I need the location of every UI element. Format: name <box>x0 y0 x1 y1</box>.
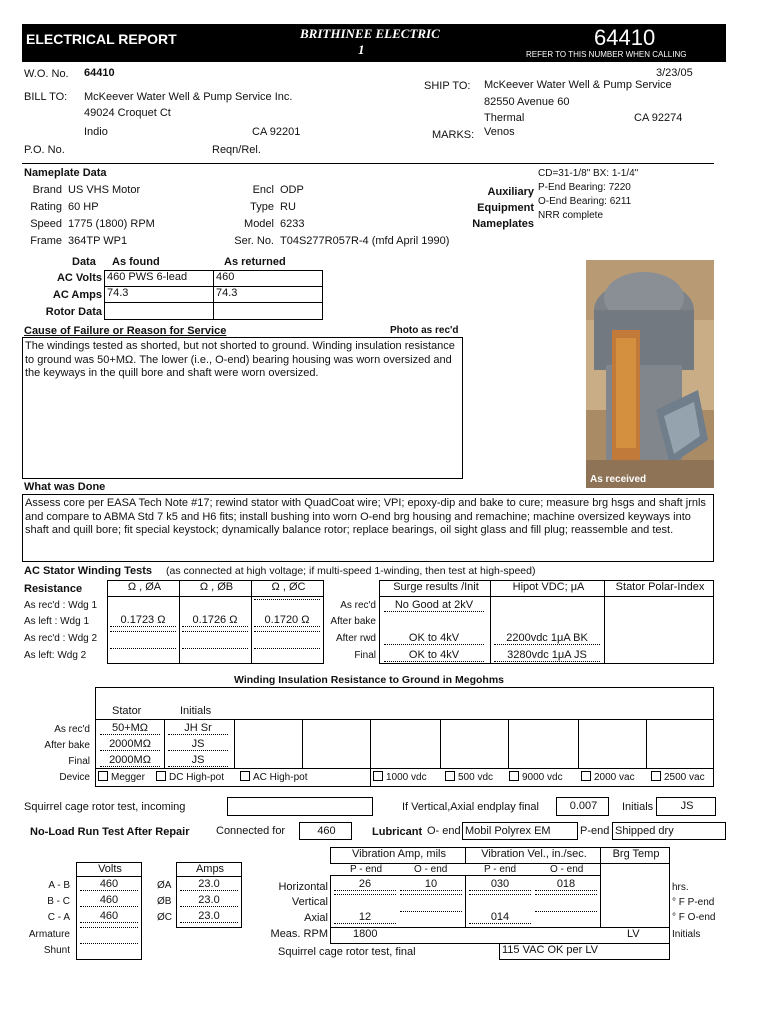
resistance-grid <box>107 596 324 664</box>
marks-value: Venos <box>484 126 515 138</box>
type-value: RU <box>280 201 296 213</box>
failure-text: The windings tested as shorted, but not shorted to ground. Winding insulation resistance to ground was 50+MΩ. The lower (i.e., O-end) bearing housing was worn oversized and the keyways in the quill bore and shaft were worn oversized. <box>25 340 455 379</box>
resistance-left-c: 0.1720 Ω <box>254 614 320 627</box>
refer-note: REFER TO THIS NUMBER WHEN CALLING <box>526 50 687 59</box>
vertical-label: Vertical <box>291 896 328 908</box>
frame-label: Frame <box>30 235 62 247</box>
stator-tests-heading: AC Stator Winding Tests <box>24 565 153 577</box>
phase-a-label: ØA <box>157 880 172 891</box>
rotor-initials-label: Initials <box>622 801 654 813</box>
lube-oend-label: O- end <box>427 825 461 837</box>
device-dc-hipot[interactable] <box>156 771 224 783</box>
hrs-label: hrs. <box>672 882 689 893</box>
volts-header: Volts <box>76 862 142 877</box>
bill-name: McKeever Water Well & Pump Service Inc. <box>84 91 293 103</box>
surge-row-recd: As rec'd <box>340 600 376 611</box>
col-phase-a: Ω , ØA <box>107 580 180 597</box>
aux-cd: CD=31-1/8" BX: 1-1/4" <box>538 168 639 179</box>
2500vac-checkbox[interactable] <box>651 771 661 781</box>
model-value: 6233 <box>280 218 305 230</box>
rotor-incoming-field <box>227 797 373 816</box>
endplay-value: 0.007 <box>556 797 609 816</box>
ship-city: Thermal <box>484 112 525 124</box>
surge-recd: No Good at 2kV <box>384 599 484 612</box>
hipot-rwd: 2200vdc 1μA BK <box>494 632 600 645</box>
insulation-heading: Winding Insulation Resistance to Ground in Megohms <box>234 674 504 686</box>
ins-final-value: 2000MΩ <box>100 754 160 767</box>
stator-tests-note: (as connected at high voltage; if multi-speed 1-winding, then test at high-speed) <box>166 565 536 577</box>
brg-temp-header: Brg Temp <box>600 847 670 864</box>
lube-oend-value: Mobil Polyrex EM <box>462 822 578 840</box>
9000vdc-label: 9000 vdc <box>522 772 563 783</box>
500vdc-checkbox[interactable] <box>445 771 455 781</box>
1000vdc-label: 1000 vdc <box>386 772 427 783</box>
amps-a: 23.0 <box>180 878 238 891</box>
rpm-value: 1800 <box>330 927 670 944</box>
brand-value: US VHS Motor <box>68 184 141 196</box>
company-number: 1 <box>358 42 365 57</box>
photo-caption: As received <box>590 474 647 485</box>
hipot-final: 3280vdc 1μA JS <box>494 649 600 662</box>
insulation-initials-header: Initials <box>180 705 212 717</box>
nameplate-heading: Nameplate Data <box>24 167 107 179</box>
ins-recd-initials: JH Sr <box>168 722 228 735</box>
500vdc-label: 500 vdc <box>458 772 494 783</box>
speed-value: 1775 (1800) RPM <box>68 218 155 230</box>
row-recd-wdg1: As rec'd : Wdg 1 <box>24 600 98 611</box>
report-header <box>22 24 726 62</box>
vel-pend-header: P - end <box>484 864 517 875</box>
surge-rwd: OK to 4kV <box>384 632 484 645</box>
ins-recd-value: 50+MΩ <box>100 722 160 735</box>
vel-oend-header: O - end <box>550 864 584 875</box>
rating-label: Rating <box>30 201 62 213</box>
hipot-header: Hipot VDC; μA <box>490 580 605 597</box>
encl-value: ODP <box>280 184 304 196</box>
speed-label: Speed <box>30 218 62 230</box>
ins-row-final: Final <box>68 756 90 767</box>
ship-address: 82550 Avenue 60 <box>484 96 570 108</box>
shunt-label: Shunt <box>43 945 70 956</box>
lube-pend-value: Shipped dry <box>612 822 726 840</box>
ship-name: McKeever Water Well & Pump Service <box>484 79 672 91</box>
company-name: BRITHINEE ELECTRIC <box>300 26 440 41</box>
volts-ab: 460 <box>80 878 138 891</box>
megger-label: Megger <box>111 772 145 783</box>
type-label: Type <box>250 201 274 213</box>
device-2000vac[interactable] <box>581 771 635 783</box>
ac-volts-label: AC Volts <box>56 272 102 284</box>
resistance-left-a: 0.1723 Ω <box>110 614 176 627</box>
noload-heading: No-Load Run Test After Repair <box>30 826 190 838</box>
resistance-left-b: 0.1726 Ω <box>182 614 248 627</box>
ac-amps-returned: 74.3 <box>213 286 323 303</box>
ac-volts-found: 460 PWS 6-lead <box>104 270 214 287</box>
volts-bc: 460 <box>80 894 138 907</box>
row-left-wdg2: As left: Wdg 2 <box>24 650 87 661</box>
aux-label-3: Nameplates <box>472 218 534 230</box>
surge-row-rwd: After rwd <box>335 633 376 644</box>
temp-oend-label: ° F O-end <box>672 912 716 923</box>
horiz-vel-oend: 018 <box>535 878 597 891</box>
connected-label: Connected for <box>216 825 286 837</box>
failure-heading: Cause of Failure or Reason for Service <box>24 325 227 337</box>
resistance-label: Resistance <box>24 583 83 595</box>
amp-oend-header: O - end <box>414 864 448 875</box>
dc-hipot-checkbox[interactable] <box>156 771 166 781</box>
rotor-data-returned <box>213 302 323 320</box>
device-ac-hipot[interactable] <box>240 771 307 783</box>
device-label: Device <box>59 772 90 783</box>
axial-amp-pend: 12 <box>334 911 396 924</box>
horiz-amp-oend: 10 <box>400 878 462 891</box>
2500vac-label: 2500 vac <box>664 772 705 783</box>
aux-nrr: NRR complete <box>538 210 604 221</box>
brg-temp-grid <box>600 863 670 928</box>
aux-pend-bearing: P-End Bearing: 7220 <box>538 182 631 193</box>
ac-amps-label: AC Amps <box>52 289 102 301</box>
9000vdc-checkbox[interactable] <box>509 771 519 781</box>
amps-b: 23.0 <box>180 894 238 907</box>
dc-hipot-label: DC High-pot <box>169 772 225 783</box>
axial-label: Axial <box>304 912 328 924</box>
frame-value: 364TP WP1 <box>68 235 128 247</box>
ac-hipot-checkbox[interactable] <box>240 771 250 781</box>
ins-row-recd: As rec'd <box>54 724 90 735</box>
lv-value: LV <box>627 928 640 940</box>
amps-header: Amps <box>176 862 242 877</box>
rotor-final-label: Squirrel cage rotor test, final <box>278 946 416 958</box>
volts-ca-label: C - A <box>47 912 70 923</box>
1000vdc-checkbox[interactable] <box>373 771 383 781</box>
bill-to-label: BILL TO: <box>24 91 68 103</box>
row-recd-wdg2: As rec'd : Wdg 2 <box>24 633 98 644</box>
surge-row-final: Final <box>354 650 376 661</box>
2000vac-label: 2000 vac <box>594 772 635 783</box>
rotor-initials-value: JS <box>656 797 716 816</box>
2000vac-checkbox[interactable] <box>581 771 591 781</box>
surge-header: Surge results /Init <box>379 580 491 597</box>
rotor-data-label: Rotor Data <box>45 306 102 318</box>
rating-value: 60 HP <box>68 201 99 213</box>
horiz-amp-pend: 26 <box>334 878 396 891</box>
horizontal-label: Horizontal <box>278 881 328 893</box>
serial-label: Ser. No. <box>234 235 274 247</box>
wo-number: 64410 <box>84 67 115 79</box>
volts-bc-label: B - C <box>47 896 70 907</box>
as-returned-header: As returned <box>224 256 286 268</box>
ins-bake-value: 2000MΩ <box>100 738 160 751</box>
brand-label: Brand <box>32 184 62 196</box>
amps-c: 23.0 <box>180 910 238 923</box>
lube-pend-label: P-end <box>580 825 610 837</box>
data-label: Data <box>72 256 96 268</box>
ac-amps-found: 74.3 <box>104 286 214 303</box>
axial-vel-pend: 014 <box>469 911 531 924</box>
motor-photo-image <box>586 260 714 488</box>
device-megger[interactable] <box>98 771 145 783</box>
polar-header: Stator Polar-Index <box>604 580 714 597</box>
reqn-label: Reqn/Rel. <box>212 144 261 156</box>
temp-pend-label: ° F P-end <box>672 897 715 908</box>
marks-label: MARKS: <box>432 129 475 141</box>
surge-row-bake: After bake <box>330 616 376 627</box>
ac-hipot-label: AC High-pot <box>253 772 308 783</box>
rotor-data-found <box>104 302 214 320</box>
ins-final-initials: JS <box>168 754 228 767</box>
done-text: Assess core per EASA Tech Note #17; rewind stator with QuadCoat wire; VPI; epoxy-dip and bake to cure; measure brg hsgs and shaft jrnls and compare to ABMA Std 7 k5 and H6 fits; install bushing into worn O-end brg housing and remachine; machine oversized keyways into shaft and quill bore; fit special keystock; dynamically balance rotor; replace bearings, oil sight glass and fill plug; reassemble and test. <box>25 497 706 536</box>
volts-ab-label: A - B <box>48 880 70 891</box>
report-date: 3/23/05 <box>656 67 693 79</box>
aux-label-2: Equipment <box>477 202 534 214</box>
phase-c-label: ØC <box>157 912 172 923</box>
phase-b-label: ØB <box>157 896 172 907</box>
aux-label-1: Auxiliary <box>487 186 534 198</box>
volts-ca: 460 <box>80 910 138 923</box>
report-title: ELECTRICAL REPORT <box>26 31 177 47</box>
divider <box>22 163 714 164</box>
motor-photo <box>586 260 714 488</box>
vib-amp-header: Vibration Amp, mils <box>330 847 466 864</box>
amp-pend-header: P - end <box>350 864 383 875</box>
bill-address: 49024 Croquet Ct <box>84 107 171 119</box>
bill-city: Indio <box>84 126 108 138</box>
megger-checkbox[interactable] <box>98 771 108 781</box>
photo-label: Photo as rec'd <box>390 325 459 336</box>
ins-row-bake: After bake <box>44 740 90 751</box>
ship-state: CA 92274 <box>634 112 683 124</box>
rpm-label: Meas. RPM <box>270 928 328 940</box>
serial-value: T04S277R057R-4 (mfd April 1990) <box>280 235 450 247</box>
report-number: 64410 <box>594 25 656 50</box>
ins-bake-initials: JS <box>168 738 228 751</box>
done-heading: What was Done <box>24 481 106 493</box>
encl-label: Encl <box>252 184 274 196</box>
connected-value: 460 <box>299 822 352 840</box>
endplay-label: If Vertical,Axial endplay final <box>402 801 539 813</box>
horiz-vel-pend: 030 <box>469 878 531 891</box>
rotor-final-value: 115 VAC OK per LV <box>499 943 670 960</box>
device-1000vdc[interactable] <box>373 771 427 783</box>
noload-initials-label: Initials <box>672 929 701 940</box>
device-500vdc[interactable] <box>445 771 493 783</box>
bill-state: CA 92201 <box>252 126 301 138</box>
as-found-header: As found <box>112 256 160 268</box>
armature-label: Armature <box>28 929 70 940</box>
ship-to-label: SHIP TO: <box>424 80 471 92</box>
surge-final: OK to 4kV <box>384 649 484 662</box>
device-2500vac[interactable] <box>651 771 705 783</box>
aux-oend-bearing: O-End Bearing: 6211 <box>538 196 632 207</box>
model-label: Model <box>244 218 274 230</box>
wo-label: W.O. No. <box>24 68 69 80</box>
col-phase-c: Ω , ØC <box>251 580 324 597</box>
rotor-incoming-label: Squirrel cage rotor test, incoming <box>24 801 186 813</box>
row-left-wdg1: As left : Wdg 1 <box>24 616 90 627</box>
insulation-stator-header: Stator <box>112 705 142 717</box>
lubricant-label: Lubricant <box>372 826 423 838</box>
po-label: P.O. No. <box>24 144 65 156</box>
vib-vel-header: Vibration Vel., in./sec. <box>465 847 601 864</box>
col-phase-b: Ω , ØB <box>179 580 252 597</box>
device-9000vdc[interactable] <box>509 771 563 783</box>
ac-volts-returned: 460 <box>213 270 323 287</box>
